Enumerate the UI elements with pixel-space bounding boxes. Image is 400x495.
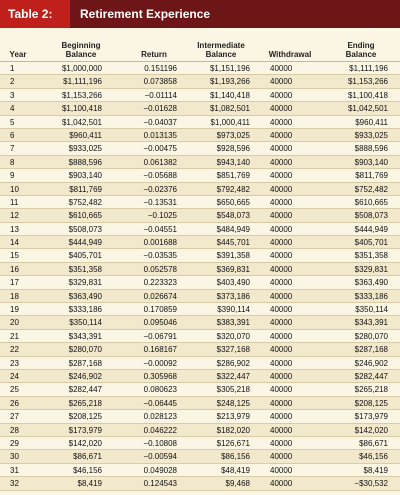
header-beginning-line1: Beginning: [61, 41, 101, 50]
table-header-bar: [0, 0, 400, 28]
cell-ending-balance: $265,218: [354, 385, 388, 395]
cell-year: 20: [10, 318, 19, 328]
cell-return: −0.05688: [143, 171, 177, 181]
cell-return: 0.026674: [143, 291, 177, 301]
cell-year: 16: [10, 264, 19, 274]
cell-intermediate-balance: $484,949: [216, 224, 250, 234]
cell-year: 5: [10, 117, 15, 127]
cell-return: 0.028123: [143, 412, 177, 422]
cell-withdrawal: 40000: [270, 479, 293, 489]
cell-beginning-balance: $1,000,000: [61, 64, 102, 73]
cell-intermediate-balance: $1,000,411: [210, 117, 250, 127]
cell-intermediate-balance: $213,979: [216, 412, 250, 422]
cell-year: 10: [10, 184, 19, 194]
cell-intermediate-balance: $369,831: [216, 264, 250, 274]
header-intermediate-line2: Balance: [205, 50, 237, 59]
cell-year: 21: [10, 331, 19, 341]
cell-beginning-balance: $363,490: [68, 291, 102, 301]
cell-ending-balance: $444,949: [354, 224, 388, 234]
cell-withdrawal: 40000: [270, 331, 293, 341]
cell-return: 0.168167: [143, 345, 177, 355]
cell-intermediate-balance: $1,140,418: [209, 90, 250, 100]
table-body: [0, 62, 400, 491]
cell-ending-balance: $86,671: [359, 438, 388, 448]
header-year-text: Year: [9, 50, 27, 59]
cell-withdrawal: 40000: [270, 278, 293, 288]
cell-withdrawal: 40000: [270, 197, 293, 207]
cell-intermediate-balance: $86,156: [221, 452, 250, 462]
cell-ending-balance: $508,073: [354, 211, 388, 221]
cell-intermediate-balance: $373,186: [216, 291, 250, 301]
cell-ending-balance: $1,111,196: [349, 64, 388, 73]
cell-ending-balance: $329,831: [354, 264, 388, 274]
cell-year: 29: [10, 438, 19, 448]
cell-year: 30: [10, 452, 19, 462]
cell-ending-balance: $960,411: [355, 117, 388, 127]
cell-return: 0.305968: [143, 371, 177, 381]
cell-beginning-balance: $1,100,418: [61, 104, 102, 114]
cell-beginning-balance: $282,447: [68, 385, 102, 395]
table-row: [0, 236, 400, 249]
cell-beginning-balance: $246,902: [68, 371, 102, 381]
cell-withdrawal: 40000: [270, 77, 293, 87]
table-row: [0, 209, 400, 222]
cell-withdrawal: 40000: [270, 345, 293, 355]
cell-return: 0.052578: [143, 264, 177, 274]
cell-ending-balance: $610,665: [354, 197, 388, 207]
header-year: [0, 50, 36, 59]
table-row: [0, 316, 400, 329]
header-withdrawal-text: Withdrawal: [268, 50, 312, 59]
cell-beginning-balance: $8,419: [77, 479, 102, 489]
cell-ending-balance: $46,156: [359, 452, 388, 462]
cell-year: 24: [10, 371, 19, 381]
table-number-label: Table 2:: [0, 0, 70, 28]
cell-ending-balance: $363,490: [354, 278, 388, 288]
table-row: [0, 464, 400, 477]
header-ending-balance: [326, 41, 396, 59]
cell-year: 7: [10, 144, 15, 154]
cell-beginning-balance: $265,218: [68, 398, 102, 408]
cell-intermediate-balance: $248,125: [216, 398, 250, 408]
cell-return: 0.080623: [143, 385, 177, 395]
cell-withdrawal: 40000: [270, 64, 293, 73]
table-row: [0, 437, 400, 450]
cell-beginning-balance: $343,391: [68, 331, 102, 341]
cell-return: 0.170859: [143, 305, 177, 315]
table-row: [0, 223, 400, 236]
table-row: [0, 397, 400, 410]
cell-ending-balance: $1,100,418: [347, 90, 388, 100]
cell-intermediate-balance: $322,447: [216, 371, 250, 381]
cell-year: 2: [10, 77, 15, 87]
cell-ending-balance: $351,358: [354, 251, 388, 261]
header-beginning-line2: Balance: [65, 50, 97, 59]
table-row: [0, 450, 400, 463]
cell-ending-balance: −$30,532: [354, 479, 388, 489]
cell-return: −0.01628: [143, 104, 177, 114]
cell-withdrawal: 40000: [270, 412, 293, 422]
cell-return: −0.1025: [147, 211, 177, 221]
cell-year: 17: [10, 278, 19, 288]
table-row: [0, 183, 400, 196]
cell-withdrawal: 40000: [270, 224, 293, 234]
cell-return: −0.03535: [143, 251, 177, 261]
table-row: [0, 62, 400, 75]
table-row: [0, 383, 400, 396]
table-row: [0, 249, 400, 262]
cell-beginning-balance: $888,596: [68, 157, 102, 167]
cell-intermediate-balance: $1,082,501: [209, 104, 250, 114]
cell-year: 14: [10, 238, 19, 248]
cell-beginning-balance: $142,020: [68, 438, 102, 448]
table-row: [0, 477, 400, 490]
cell-return: 0.001688: [143, 238, 177, 248]
cell-withdrawal: 40000: [270, 385, 293, 395]
cell-ending-balance: $350,114: [355, 305, 388, 315]
cell-ending-balance: $173,979: [354, 412, 388, 422]
cell-intermediate-balance: $792,482: [216, 184, 250, 194]
cell-withdrawal: 40000: [270, 211, 293, 221]
cell-ending-balance: $343,391: [354, 318, 388, 328]
cell-beginning-balance: $811,769: [69, 184, 102, 194]
cell-beginning-balance: $287,168: [68, 358, 102, 368]
cell-return: −0.00092: [143, 358, 177, 368]
cell-ending-balance: $333,186: [354, 291, 388, 301]
cell-intermediate-balance: $182,020: [216, 425, 250, 435]
table-row: [0, 75, 400, 88]
cell-intermediate-balance: $851,769: [216, 171, 250, 181]
table-row: [0, 169, 400, 182]
cell-ending-balance: $280,070: [354, 331, 388, 341]
cell-intermediate-balance: $320,070: [216, 331, 250, 341]
table-row: [0, 303, 400, 316]
cell-intermediate-balance: $403,490: [216, 278, 250, 288]
cell-return: 0.124543: [143, 479, 177, 489]
cell-beginning-balance: $333,186: [68, 305, 102, 315]
cell-year: 8: [10, 157, 15, 167]
cell-intermediate-balance: $286,902: [216, 358, 250, 368]
cell-year: 13: [10, 224, 19, 234]
cell-ending-balance: $1,042,501: [347, 104, 388, 114]
cell-beginning-balance: $1,111,196: [63, 77, 102, 87]
cell-year: 27: [10, 412, 19, 422]
cell-beginning-balance: $329,831: [68, 278, 102, 288]
cell-return: −0.06791: [143, 331, 177, 341]
table-row: [0, 102, 400, 115]
cell-beginning-balance: $903,140: [68, 171, 102, 181]
header-withdrawal: [258, 50, 322, 59]
table-row: [0, 196, 400, 209]
cell-withdrawal: 40000: [270, 117, 293, 127]
cell-withdrawal: 40000: [270, 465, 293, 475]
cell-withdrawal: 40000: [270, 438, 293, 448]
cell-ending-balance: $811,769: [355, 171, 388, 181]
cell-ending-balance: $208,125: [354, 398, 388, 408]
cell-ending-balance: $1,153,266: [347, 77, 388, 87]
cell-beginning-balance: $173,979: [68, 425, 102, 435]
table-title: Retirement Experience: [80, 7, 211, 21]
cell-ending-balance: $8,419: [363, 465, 388, 475]
header-beginning-balance: [46, 41, 116, 59]
cell-return: −0.04037: [143, 117, 177, 127]
cell-ending-balance: $142,020: [354, 425, 388, 435]
cell-intermediate-balance: $305,218: [216, 385, 250, 395]
cell-beginning-balance: $86,671: [73, 452, 102, 462]
cell-return: 0.223323: [143, 278, 177, 288]
cell-withdrawal: 40000: [270, 452, 293, 462]
cell-intermediate-balance: $391,358: [216, 251, 250, 261]
cell-withdrawal: 40000: [270, 130, 293, 140]
cell-ending-balance: $752,482: [354, 184, 388, 194]
cell-withdrawal: 40000: [270, 305, 293, 315]
cell-return: 0.151196: [144, 64, 177, 73]
cell-intermediate-balance: $383,391: [216, 318, 250, 328]
cell-year: 4: [10, 104, 15, 114]
cell-withdrawal: 40000: [270, 251, 293, 261]
cell-intermediate-balance: $9,468: [225, 479, 250, 489]
header-return: [124, 50, 184, 59]
cell-beginning-balance: $933,025: [68, 144, 102, 154]
cell-return: −0.13531: [143, 197, 177, 207]
cell-withdrawal: 40000: [270, 104, 293, 114]
cell-return: −0.00475: [143, 144, 177, 154]
cell-beginning-balance: $1,153,266: [61, 90, 102, 100]
table-row: [0, 357, 400, 370]
cell-beginning-balance: $1,042,501: [61, 117, 102, 127]
cell-return: 0.095046: [143, 318, 177, 328]
cell-withdrawal: 40000: [270, 144, 293, 154]
cell-ending-balance: $405,701: [354, 238, 388, 248]
cell-return: −0.02376: [143, 184, 177, 194]
cell-ending-balance: $282,447: [354, 371, 388, 381]
cell-year: 22: [10, 345, 19, 355]
cell-beginning-balance: $508,073: [68, 224, 102, 234]
cell-withdrawal: 40000: [270, 358, 293, 368]
table-row: [0, 89, 400, 102]
cell-withdrawal: 40000: [270, 425, 293, 435]
cell-intermediate-balance: $650,665: [216, 197, 250, 207]
cell-withdrawal: 40000: [270, 371, 293, 381]
cell-year: 11: [10, 197, 19, 207]
cell-intermediate-balance: $327,168: [216, 345, 250, 355]
cell-year: 12: [10, 211, 19, 221]
cell-beginning-balance: $350,114: [69, 318, 102, 328]
cell-intermediate-balance: $1,193,266: [209, 77, 250, 87]
cell-year: 31: [10, 465, 19, 475]
header-intermediate-line1: Intermediate: [197, 41, 245, 50]
cell-withdrawal: 40000: [270, 291, 293, 301]
cell-return: −0.04551: [143, 224, 177, 234]
cell-intermediate-balance: $390,114: [217, 305, 250, 315]
cell-year: 28: [10, 425, 19, 435]
table-row: [0, 142, 400, 155]
table-row: [0, 410, 400, 423]
cell-intermediate-balance: $126,671: [216, 438, 250, 448]
cell-return: −0.01114: [144, 90, 177, 100]
cell-withdrawal: 40000: [270, 90, 293, 100]
cell-return: 0.073858: [143, 77, 177, 87]
cell-beginning-balance: $208,125: [68, 412, 102, 422]
cell-withdrawal: 40000: [270, 318, 293, 328]
column-headers: [0, 35, 400, 62]
table-row: [0, 129, 400, 142]
cell-intermediate-balance: $973,025: [216, 130, 250, 140]
cell-year: 26: [10, 398, 19, 408]
cell-ending-balance: $933,025: [354, 130, 388, 140]
cell-year: 3: [10, 90, 15, 100]
cell-withdrawal: 40000: [270, 238, 293, 248]
header-ending-line2: Balance: [345, 50, 377, 59]
table-row: [0, 424, 400, 437]
table-row: [0, 116, 400, 129]
cell-return: 0.013135: [143, 130, 177, 140]
cell-year: 25: [10, 385, 19, 395]
cell-intermediate-balance: $445,701: [216, 238, 250, 248]
cell-ending-balance: $287,168: [354, 345, 388, 355]
cell-return: 0.049028: [143, 465, 177, 475]
cell-year: 32: [10, 479, 19, 489]
cell-withdrawal: 40000: [270, 171, 293, 181]
cell-year: 18: [10, 291, 19, 301]
cell-year: 6: [10, 130, 15, 140]
cell-ending-balance: $246,902: [354, 358, 388, 368]
table-row: [0, 290, 400, 303]
cell-year: 1: [10, 64, 15, 73]
header-return-text: Return: [141, 50, 167, 59]
header-intermediate-balance: [184, 41, 258, 59]
cell-intermediate-balance: $548,073: [216, 211, 250, 221]
cell-ending-balance: $888,596: [354, 144, 388, 154]
cell-ending-balance: $903,140: [354, 157, 388, 167]
cell-withdrawal: 40000: [270, 157, 293, 167]
table-row: [0, 276, 400, 289]
cell-beginning-balance: $752,482: [68, 197, 102, 207]
cell-intermediate-balance: $928,596: [216, 144, 250, 154]
cell-year: 19: [10, 305, 19, 315]
table-row: [0, 343, 400, 356]
table-row: [0, 156, 400, 169]
header-ending-line1: Ending: [347, 41, 375, 50]
cell-return: 0.046222: [143, 425, 177, 435]
cell-intermediate-balance: $1,151,196: [209, 64, 250, 73]
cell-beginning-balance: $405,701: [68, 251, 102, 261]
table-row: [0, 263, 400, 276]
cell-return: −0.06445: [143, 398, 177, 408]
cell-year: 23: [10, 358, 19, 368]
cell-withdrawal: 40000: [270, 398, 293, 408]
table-row: [0, 370, 400, 383]
cell-return: 0.061382: [143, 157, 177, 167]
cell-return: −0.10808: [143, 438, 177, 448]
cell-beginning-balance: $444,949: [68, 238, 102, 248]
cell-beginning-balance: $960,411: [69, 130, 102, 140]
cell-beginning-balance: $46,156: [73, 465, 102, 475]
cell-beginning-balance: $610,665: [68, 211, 102, 221]
cell-beginning-balance: $351,358: [68, 264, 102, 274]
cell-withdrawal: 40000: [270, 184, 293, 194]
cell-withdrawal: 40000: [270, 264, 293, 274]
cell-beginning-balance: $280,070: [68, 345, 102, 355]
cell-year: 15: [10, 251, 19, 261]
cell-year: 9: [10, 171, 15, 181]
cell-return: −0.00594: [143, 452, 177, 462]
table-row: [0, 330, 400, 343]
cell-intermediate-balance: $48,419: [221, 465, 250, 475]
cell-intermediate-balance: $943,140: [216, 157, 250, 167]
